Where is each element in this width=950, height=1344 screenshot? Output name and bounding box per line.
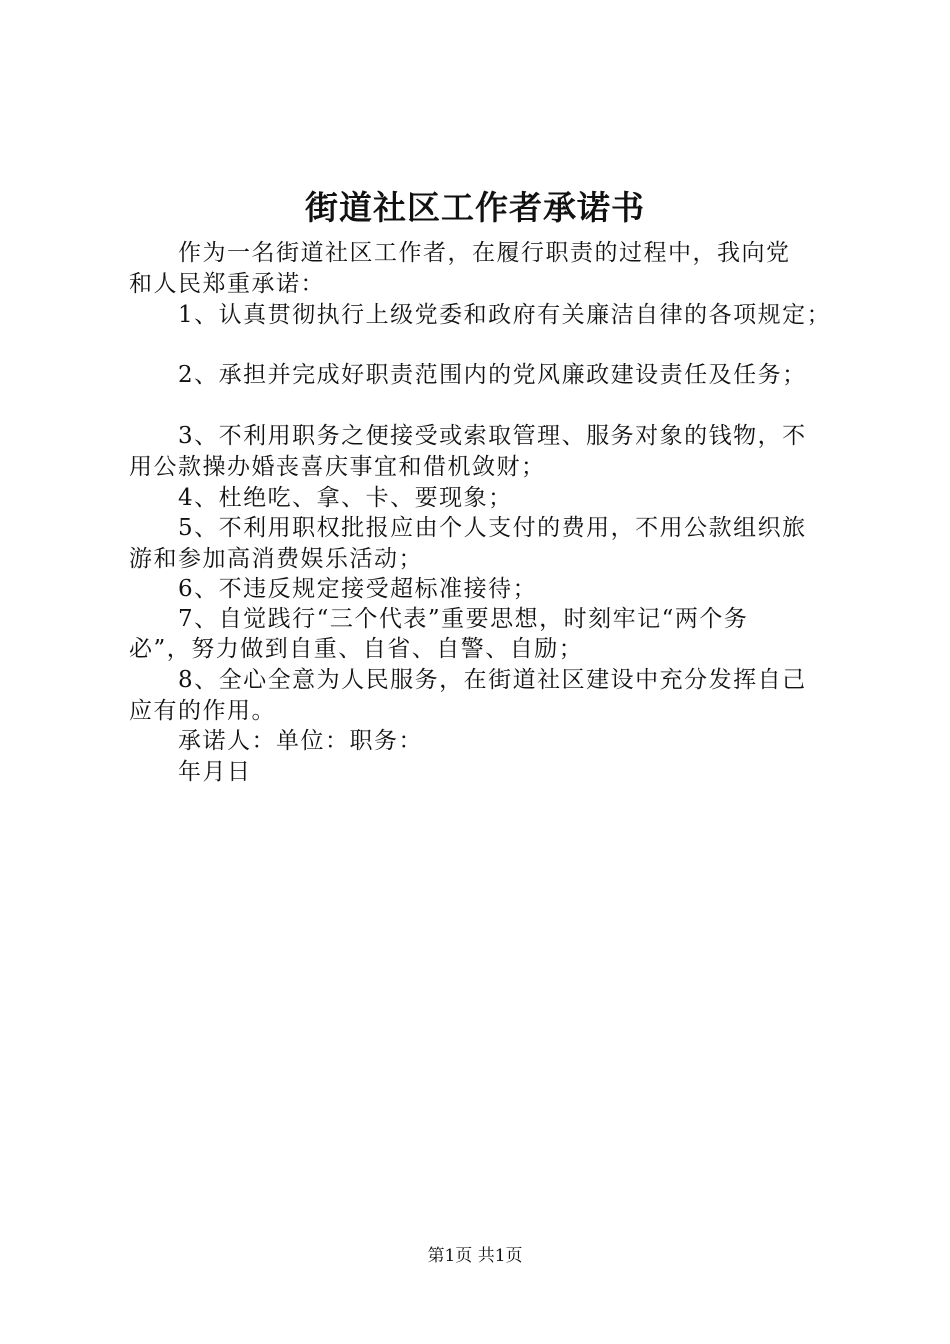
intro-line-2: 和人民郑重承诺： bbox=[129, 271, 325, 297]
item-8-line-2: 应有的作用。 bbox=[129, 698, 276, 724]
item-5-line-2: 游和参加高消费娱乐活动； bbox=[129, 546, 423, 572]
item-1-line-1: 1、认真贯彻执行上级党委和政府有关廉洁自律的各项规定； bbox=[178, 302, 832, 328]
item-3-line-1: 3、不利用职务之便接受或索取管理、服务对象的钱物，不 bbox=[178, 423, 807, 449]
signature-line: 承诺人：单位：职务： bbox=[178, 728, 423, 754]
intro-line-1: 作为一名街道社区工作者，在履行职责的过程中，我向党 bbox=[178, 240, 791, 266]
item-4-line-1: 4、杜绝吃、拿、卡、要现象； bbox=[178, 485, 513, 511]
item-7-line-1: 7、自觉践行“三个代表”重要思想，时刻牢记“两个务 bbox=[178, 606, 749, 632]
item-7-line-2: 必”，努力做到自重、自省、自警、自励； bbox=[129, 636, 584, 662]
item-6-line-1: 6、不违反规定接受超标准接待； bbox=[178, 576, 538, 602]
item-8-line-1: 8、全心全意为人民服务，在街道社区建设中充分发挥自己 bbox=[178, 667, 807, 693]
page-footer: 第1页 共1页 bbox=[427, 1246, 523, 1266]
item-2-line-1: 2、承担并完成好职责范围内的党风廉政建设责任及任务； bbox=[178, 362, 807, 388]
date-line: 年月日 bbox=[178, 759, 252, 785]
document-title: 街道社区工作者承诺书 bbox=[305, 188, 645, 227]
item-5-line-1: 5、不利用职权批报应由个人支付的费用，不用公款组织旅 bbox=[178, 515, 807, 541]
item-3-line-2: 用公款操办婚丧喜庆事宜和借机敛财； bbox=[129, 454, 546, 480]
